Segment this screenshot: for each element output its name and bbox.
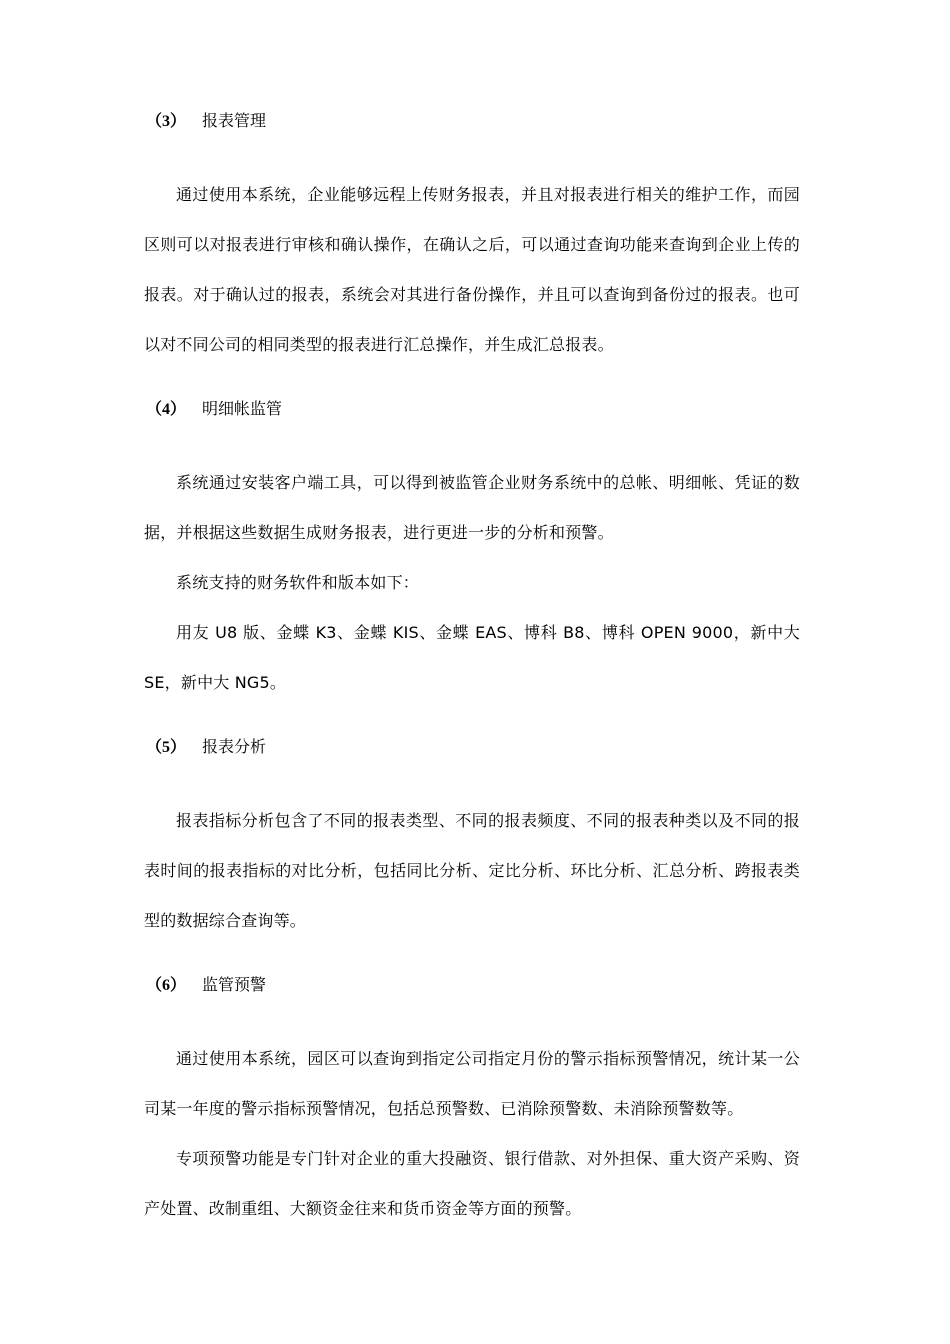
paragraph: 通过使用本系统，园区可以查询到指定公司指定月份的警示指标预警情况，统计某一公司某一年度的警示指标预警情况，包括总预警数、已消除预警数、未消除预警数等。 xyxy=(144,1049,800,1118)
section-title: 报表分析 xyxy=(202,739,267,756)
section-supervision-warning xyxy=(144,974,800,1234)
section-number: （4） xyxy=(146,401,187,418)
paragraph: 系统通过安装客户端工具，可以得到被监管企业财务系统中的总帐、明细帐、凭证的数据，并根据这些数据生成财务报表，进行更进一步的分析和预警。 xyxy=(144,473,800,542)
paragraph: 系统支持的财务软件和版本如下： xyxy=(176,573,420,592)
document-body xyxy=(144,110,800,1234)
section-title: 监管预警 xyxy=(202,977,267,994)
section-number: （3） xyxy=(146,113,187,130)
section-title: 明细帐监管 xyxy=(202,401,283,418)
section-heading xyxy=(144,736,800,760)
paragraph: 专项预警功能是专门针对企业的重大投融资、银行借款、对外担保、重大资产采购、资产处置、改制重组、大额资金往来和货币资金等方面的预警。 xyxy=(144,1149,800,1218)
section-number: （6） xyxy=(146,977,187,994)
section-title: 报表管理 xyxy=(202,113,267,130)
section-number: （5） xyxy=(146,739,187,756)
section-heading xyxy=(144,110,800,134)
paragraph: 通过使用本系统，企业能够远程上传财务报表，并且对报表进行相关的维护工作，而园区则可以对报表进行审核和确认操作，在确认之后，可以通过查询功能来查询到企业上传的报表。对于确认过的报表，系统会对其进行备份操作，并且可以查询到备份过的报表。也可以对不同公司的相同类型的报表进行汇总操作，并生成汇总报表。 xyxy=(144,185,800,354)
section-heading xyxy=(144,398,800,422)
section-heading xyxy=(144,974,800,998)
section-detail-ledger-supervision xyxy=(144,398,800,708)
paragraph: 用友 U8 版、金蝶 K3、金蝶 KIS、金蝶 EAS、博科 B8、博科 OPEN 9000，新中大 SE，新中大 NG5。 xyxy=(144,623,800,692)
paragraph: 报表指标分析包含了不同的报表类型、不同的报表频度、不同的报表种类以及不同的报表时间的报表指标的对比分析，包括同比分析、定比分析、环比分析、汇总分析、跨报表类型的数据综合查询等。 xyxy=(144,811,800,930)
section-report-management xyxy=(144,110,800,370)
section-report-analysis xyxy=(144,736,800,946)
